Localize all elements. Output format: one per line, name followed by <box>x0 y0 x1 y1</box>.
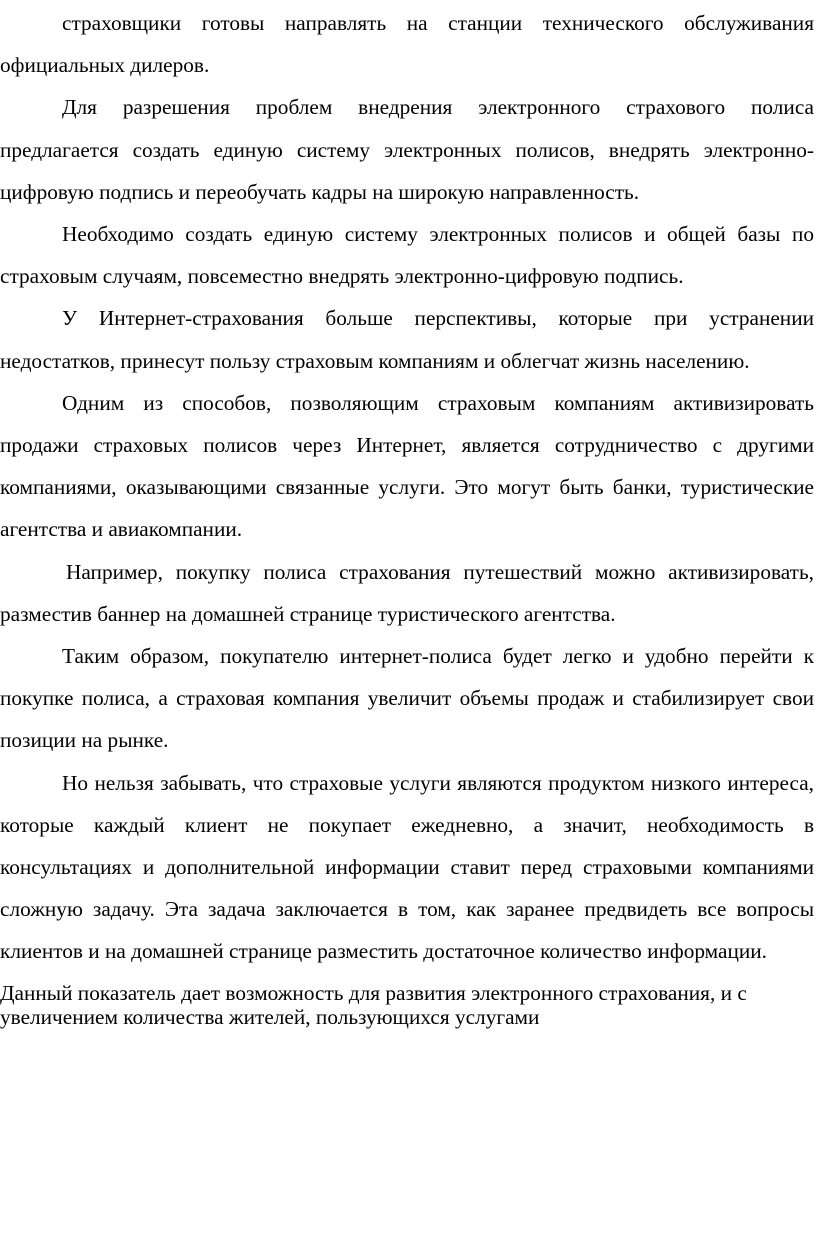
paragraph-low-interest-product: Но нельзя забывать, что страховые услуги являются продуктом низкого интереса, которые каждый клиент не покупает ежедневно, а значит, необходимость в консультациях и дополнительной информации ставит перед страховыми компаниями сложную задачу. Эта задача заключается в том, как заранее предвидеть все вопросы клиентов и на домашней странице разместить достаточное количество информации. <box>0 770 814 964</box>
paragraph-conclusion: Таким образом, покупателю интернет-полиса будет легко и удобно перейти к покупке полиса, а страховая компания увеличит объемы продаж и стабилизирует свои позиции на рынке. <box>0 644 814 753</box>
paragraph-unified-system: Необходимо создать единую систему электронных полисов и общей базы по страховым случаям, повсеместно внедрять электронно-цифровую подпись. <box>0 222 814 289</box>
paragraph-cooperation: Одним из способов, позволяющим страховым компаниям активизировать продажи страховых полисов через Интернет, является сотрудничество с другими компаниями, оказывающими связанные услуги. Это могут быть банки, туристические агентства и авиакомпании. <box>0 390 814 542</box>
paragraph-internet-insurance-prospects: У Интернет-страхования больше перспективы, которые при устранении недостатков, принесут пользу страховым компаниям и облегчат жизнь населению. <box>0 306 814 373</box>
paragraph-solutions: Для разрешения проблем внедрения электронного страхового полиса предлагается создать единую систему электронных полисов, внедрять электронно-цифровую подпись и переобучать кадры на широкую направленность. <box>0 95 814 204</box>
paragraph-example-banner: Например, покупку полиса страхования путешествий можно активизировать, разместив баннер на домашней странице туристического агентства. <box>0 559 814 626</box>
paragraph-continuation: страховщики готовы направлять на станции технического обслуживания официальных дилеров. <box>0 11 814 78</box>
paragraph-indicator: Данный показатель дает возможность для развития электронного страхования, и с увеличением количества жителей, пользующихся услугами <box>0 980 747 1030</box>
